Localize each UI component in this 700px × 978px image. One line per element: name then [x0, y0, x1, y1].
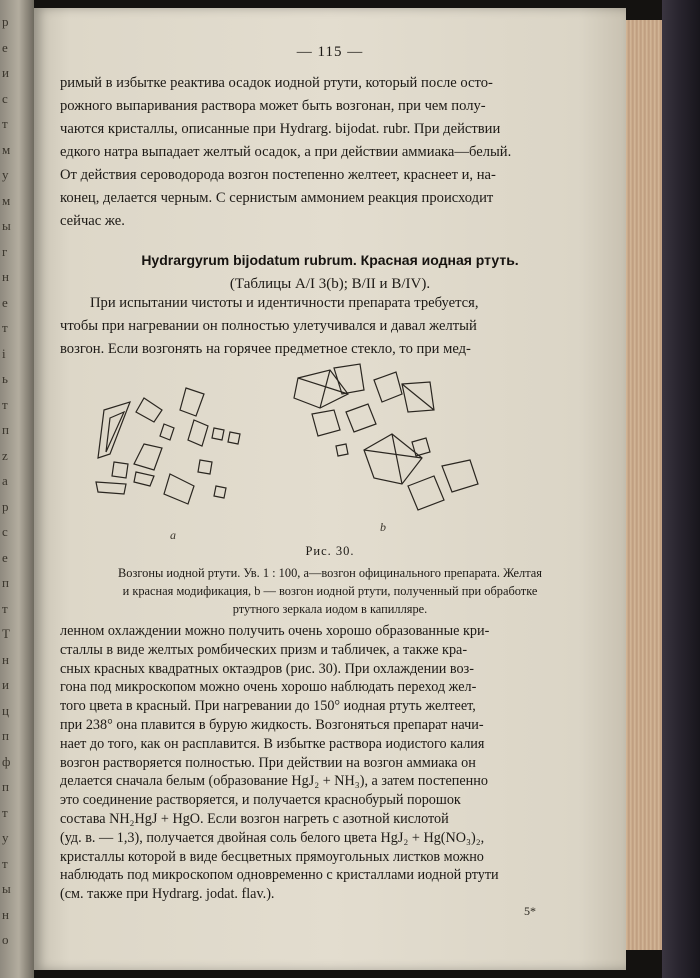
text-line: чаются кристаллы, описанные при Hydrarg. bijodat. rubr. При действии — [60, 121, 501, 137]
text-line: сталлы в виде желтых ромбических призм и табличек, а также кра- — [60, 641, 468, 658]
crystal — [228, 432, 240, 444]
left-page-glyph: i — [2, 345, 6, 361]
crystal — [134, 444, 162, 470]
crystal — [188, 420, 208, 446]
text-line: едкого натра выпадает желтый осадок, а при действии аммиака—белый. — [60, 144, 512, 160]
page-number: — 115 — — [296, 44, 364, 60]
left-page-glyph: ы — [2, 218, 11, 233]
left-page-glyph: с — [2, 90, 8, 106]
crystal-edge — [298, 378, 348, 394]
text-line: того цвета в красный. При нагревании до 150° иодная ртуть желтеет, — [60, 698, 476, 715]
left-page-glyph: ц — [2, 702, 9, 718]
crystal — [136, 398, 162, 422]
text-line: делается сначала белым (образование HgJ₂ + NH₃), а затем постепенно — [60, 773, 488, 790]
crystal — [346, 404, 376, 432]
signature-mark: 5* — [524, 904, 536, 918]
crystal — [180, 388, 204, 416]
caption-line: ртутного зеркала иодом в капилляре. — [232, 602, 428, 616]
crystal-figure — [84, 354, 544, 544]
crystal — [106, 412, 124, 452]
left-page-glyph: ь — [2, 371, 8, 386]
text-line: возгон растворяется полностью. При действии на возгон аммиака он — [60, 754, 476, 771]
left-page-glyph: ф — [2, 753, 11, 769]
text-line: состава NH₂HgJ + HgO. Если возгон нагреть с азотной кислотой — [60, 810, 449, 827]
text-line: нает до того, как он расплавится. В избытке раствора иодистого калия — [60, 735, 485, 752]
left-page-glyph: z — [2, 447, 8, 463]
text-line: При испытании чистоты и идентичности препарата требуется, — [90, 295, 479, 311]
left-page-glyph: т — [2, 855, 8, 871]
text-line: сейчас же. — [60, 213, 125, 229]
figure-title: Рис. 30. — [305, 544, 355, 558]
text-line: это соединение растворяется, и получается краснобурый порошок — [60, 792, 461, 809]
crystal — [214, 486, 226, 498]
text-line: (см. также при Hydrarg. jodat. flav.). — [60, 886, 275, 903]
text-line: (уд. в. — 1,3), получается двойная соль белого цвета HgJ₂ + Hg(NO₃)₂, — [60, 829, 485, 846]
left-page-glyph: н — [2, 651, 9, 667]
left-page-glyph: ы — [2, 881, 11, 896]
text-line: гона под микроскопом можно очень хорошо наблюдать переход жел- — [60, 679, 477, 696]
left-page-glyph: т — [2, 116, 8, 131]
text-line: чтобы при нагревании он полностью улетучивался и давал желтый — [60, 318, 477, 334]
left-page-glyph: а — [2, 473, 8, 488]
crystal — [96, 482, 126, 494]
figure-caption — [54, 564, 606, 618]
book-page — [34, 8, 626, 970]
paragraph-1 — [60, 72, 511, 233]
text-line: От действия сероводорода возгон постепенно желтеет, краснеет и, на- — [60, 167, 496, 183]
crystal-edge — [320, 370, 330, 408]
crystal — [112, 462, 128, 478]
crystal — [160, 424, 174, 440]
left-page-glyph: у — [2, 167, 9, 182]
left-page-glyph: м — [2, 141, 11, 157]
text-line: сных красных квадратных октаэдров (рис. 30). При охлаждении воз- — [60, 660, 474, 677]
text-line: при 238° она плавится в бурую жидкость. Возгоняться препарат начи- — [60, 716, 484, 733]
left-page-edge — [0, 0, 34, 978]
text-line: римый в избытке реактива осадок иодной ртути, который после осто- — [60, 75, 493, 91]
book-cover — [662, 0, 700, 978]
page-edges — [626, 20, 662, 950]
left-page-glyph: и — [2, 65, 9, 80]
crystal — [198, 460, 212, 474]
left-page-glyph: т — [2, 320, 8, 335]
crystal — [334, 364, 364, 394]
crystal — [336, 444, 348, 456]
text-line: кристаллы которой в виде бесцветных прямоугольных листков можно — [60, 848, 484, 865]
paragraph-3 — [60, 622, 499, 904]
left-page-glyph: у — [2, 830, 9, 845]
crystal — [412, 438, 430, 456]
figure-label-a: a — [170, 528, 176, 542]
text-line: возгон. Если возгонять на горячее предметное стекло, то при мед- — [60, 341, 471, 357]
left-page-glyph: п — [2, 422, 9, 437]
left-page-glyph: Т — [2, 626, 10, 641]
left-page-glyph: т — [2, 600, 8, 616]
left-page-glyph: п — [2, 728, 9, 743]
crystal — [374, 372, 402, 402]
left-page-glyph: м — [2, 192, 11, 208]
crystal — [98, 402, 130, 458]
left-page-glyph: е — [2, 294, 8, 310]
section-subheading: (Таблицы A/I 3(b); B/II и B/IV). — [229, 276, 431, 292]
caption-line: и красная модификация, b — возгон иодной ртути, полученный при обработке — [122, 584, 538, 598]
caption-line: Возгоны иодной ртути. Ув. 1 : 100, a—возгон официнального препарата. Желтая — [118, 566, 542, 580]
left-page-glyph: п — [2, 575, 9, 590]
left-page-glyph: р — [2, 498, 9, 514]
text-line: ленном охлаждении можно получить очень хорошо образованные кри- — [60, 623, 490, 639]
left-page-glyph: п — [2, 779, 9, 794]
paragraph-2 — [60, 292, 478, 361]
left-page-glyph: и — [2, 677, 9, 692]
crystal — [312, 410, 340, 436]
crystal — [408, 476, 444, 510]
left-page-glyph: е — [2, 39, 8, 55]
left-page-glyph: г — [2, 243, 8, 259]
crystal — [212, 428, 224, 440]
text-line: конец, делается черным. С сернистым аммонием реакция происходит — [60, 190, 494, 206]
left-page-glyph: н — [2, 906, 9, 922]
crystal — [442, 460, 478, 492]
crystal — [164, 474, 194, 504]
left-page-glyph: т — [2, 804, 8, 820]
left-page-glyph: н — [2, 269, 9, 284]
left-page-glyph: т — [2, 396, 8, 412]
left-page-glyph: р — [2, 14, 9, 29]
left-page-glyph: е — [2, 549, 8, 565]
text-line: рожного выпаривания раствора может быть возгонан, при чем полу- — [60, 98, 486, 114]
text-line: наблюдать под микроскопом одновременно с кристаллами иодной ртути — [60, 867, 499, 884]
figure-label-b: b — [380, 520, 386, 534]
crystal — [134, 472, 154, 486]
section-heading: Hydrargyrum bijodatum rubrum. Красная иодная ртуть. — [141, 252, 519, 268]
left-page-glyph: с — [2, 524, 8, 539]
left-page-glyph: о — [2, 932, 9, 947]
